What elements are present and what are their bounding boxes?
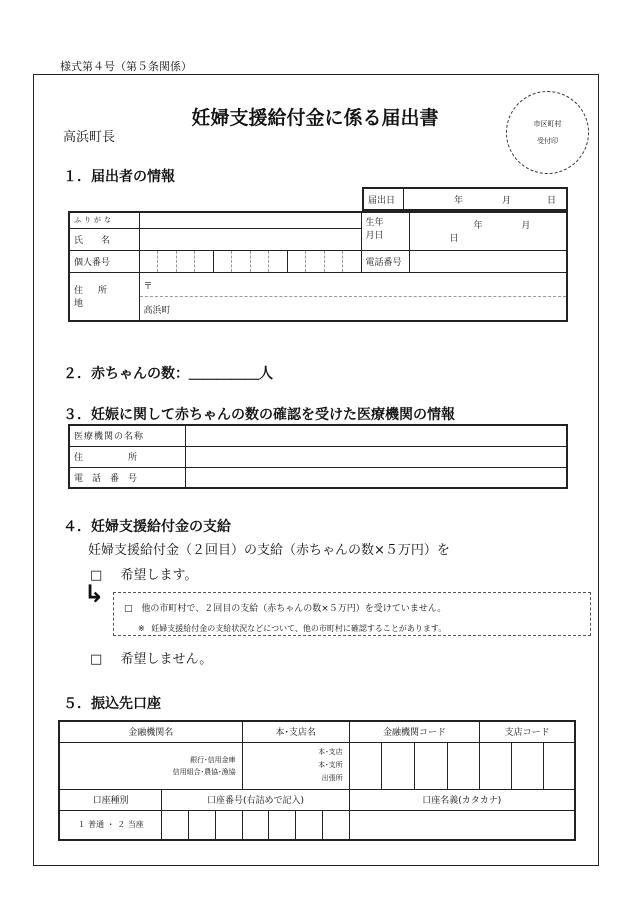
branch-code-header: 支店コード xyxy=(480,721,575,742)
section2-heading xyxy=(63,363,273,383)
address-input[interactable] xyxy=(139,272,567,321)
wish-checkbox[interactable]: □ xyxy=(90,568,103,583)
option-no-wish[interactable] xyxy=(90,648,212,667)
town-name: 高浜町 xyxy=(143,305,171,316)
date-label: 届出日 xyxy=(363,188,403,210)
option-wish[interactable] xyxy=(90,564,197,583)
phone-input[interactable] xyxy=(409,250,567,272)
birth-label-2: 月日 xyxy=(361,228,409,250)
month-label: 月 xyxy=(501,195,511,206)
birth-year-label: 年 xyxy=(473,221,483,232)
no-wish-checkbox[interactable]: □ xyxy=(90,652,103,667)
digit-box[interactable] xyxy=(158,251,177,272)
digit-box[interactable] xyxy=(269,251,288,272)
account-type-header: 口座種別 xyxy=(59,789,162,810)
institution-name-input[interactable] xyxy=(185,425,567,446)
account-number-digit[interactable] xyxy=(296,810,323,840)
note-sub-line xyxy=(124,619,590,638)
digit-box[interactable] xyxy=(343,251,361,272)
submission-date-table xyxy=(362,187,568,211)
digit-box[interactable] xyxy=(177,251,196,272)
birth-label-1: 生年 xyxy=(361,212,409,228)
account-number-digit[interactable] xyxy=(269,810,296,840)
account-holder-header: 口座名義(カタカナ) xyxy=(349,789,575,810)
day-label: 日 xyxy=(546,195,556,206)
section4-heading: ４．妊婦支援給付金の支給 xyxy=(63,519,231,535)
branch-types-1: 本･支店 xyxy=(318,748,343,756)
digit-box[interactable] xyxy=(214,251,233,272)
wish-label: 希望します。 xyxy=(120,568,198,583)
stamp-label-2: 受付印 xyxy=(537,136,558,145)
bank-types-2: 信用組合･農協･漁協 xyxy=(172,767,236,776)
branch-code-digit[interactable] xyxy=(480,742,512,789)
bank-code-digit[interactable] xyxy=(349,742,382,789)
section5-heading: ５．振込先口座 xyxy=(63,696,161,712)
digit-box[interactable] xyxy=(140,251,159,272)
bank-types-1: 銀行･信用金庫 xyxy=(190,755,236,764)
arrow-icon: ↳ xyxy=(84,580,105,608)
account-number-digit[interactable] xyxy=(215,810,242,840)
bank-name-header: 金融機関名 xyxy=(59,721,242,742)
branch-name-input[interactable] xyxy=(242,742,349,789)
payment-statement: 妊婦支援給付金（２回目）の支給（赤ちゃんの数×５万円）を xyxy=(88,543,450,558)
digit-box[interactable] xyxy=(232,251,251,272)
postal-line xyxy=(140,273,567,297)
baby-count-blank[interactable]: ＿＿＿＿＿ xyxy=(189,366,259,382)
address-label: 住 所 地 xyxy=(69,272,139,321)
phone-label: 電話番号 xyxy=(361,250,409,272)
furigana-label: ふりがな xyxy=(69,212,139,228)
furigana-input[interactable] xyxy=(139,212,361,228)
birth-month-label: 月 xyxy=(521,221,531,232)
account-number-digit[interactable] xyxy=(322,810,349,840)
name-label: 氏 名 xyxy=(69,228,139,250)
individual-number-label: 個人番号 xyxy=(69,250,139,272)
note-main: 他の市町村で、２回目の支給（赤ちゃんの数×５万円）を受けていません。 xyxy=(141,604,447,614)
institution-address-label: 住 所 xyxy=(69,446,185,467)
account-number-digit[interactable] xyxy=(162,810,189,840)
note-sub: 妊婦支援給付金の支給状況などについて、他の市町村に確認することがあります。 xyxy=(151,624,447,633)
not-received-checkbox[interactable]: □ xyxy=(124,604,133,614)
baby-count-unit: 人 xyxy=(259,366,273,382)
name-input[interactable] xyxy=(139,228,361,250)
applicant-info-table xyxy=(68,211,568,322)
bank-name-input[interactable] xyxy=(59,742,242,789)
bank-code-digit[interactable] xyxy=(414,742,447,789)
digit-box[interactable] xyxy=(251,251,270,272)
form-title: 妊婦支援給付金に係る届出書 xyxy=(191,107,439,129)
individual-number-input[interactable] xyxy=(139,250,361,272)
bank-account-table xyxy=(58,720,576,841)
branch-code-digit[interactable] xyxy=(543,742,575,789)
stamp-label-1: 市区町村 xyxy=(533,119,562,128)
bank-code-header: 金融機関コード xyxy=(349,721,480,742)
section3-heading: ３．妊娠に関して赤ちゃんの数の確認を受けた医療機関の情報 xyxy=(63,407,455,423)
confirmation-note-box xyxy=(113,592,591,636)
town-line xyxy=(140,297,567,320)
account-number-digit[interactable] xyxy=(242,810,269,840)
reception-stamp-area xyxy=(506,91,589,174)
addressee: 高浜町長 xyxy=(63,130,116,145)
form-caption: 様式第４号（第５条関係） xyxy=(60,60,192,73)
note-main-line xyxy=(124,600,590,619)
digit-box[interactable] xyxy=(288,251,307,272)
digit-boxes xyxy=(140,251,361,272)
birth-day-label: 日 xyxy=(449,234,459,245)
branch-name-header: 本･支店名 xyxy=(242,721,349,742)
note-mark: ※ xyxy=(138,624,145,633)
branch-types-3: 出張所 xyxy=(321,774,343,782)
account-holder-input[interactable] xyxy=(349,810,575,840)
account-type-value[interactable]: １ 普通 ・ ２ 当座 xyxy=(59,810,162,840)
digit-box[interactable] xyxy=(325,251,344,272)
section1-heading: １．届出者の情報 xyxy=(63,169,175,185)
date-month-field[interactable] xyxy=(471,188,519,210)
digit-box[interactable] xyxy=(306,251,325,272)
institution-phone-label: 電 話 番 号 xyxy=(69,467,185,488)
bank-code-digit[interactable] xyxy=(447,742,480,789)
birthdate-input[interactable] xyxy=(409,212,567,250)
branch-types-2: 本･支所 xyxy=(318,761,343,769)
no-wish-label: 希望しません。 xyxy=(120,652,213,667)
digit-box[interactable] xyxy=(195,251,214,272)
year-label: 年 xyxy=(453,195,463,206)
date-day-field[interactable] xyxy=(519,188,567,210)
institution-phone-input[interactable] xyxy=(185,467,567,488)
institution-name-label: 医療機関の名称 xyxy=(69,425,185,446)
baby-count-label: ２．赤ちゃんの数： xyxy=(63,366,189,382)
branch-code-digit[interactable] xyxy=(511,742,543,789)
bank-code-digit[interactable] xyxy=(382,742,415,789)
account-number-digit[interactable] xyxy=(189,810,216,840)
postal-mark: 〒 xyxy=(143,281,153,292)
date-year-field[interactable] xyxy=(403,188,471,210)
institution-address-input[interactable] xyxy=(185,446,567,467)
medical-institution-table xyxy=(68,424,568,489)
account-number-header: 口座番号(右詰めで記入) xyxy=(162,789,349,810)
